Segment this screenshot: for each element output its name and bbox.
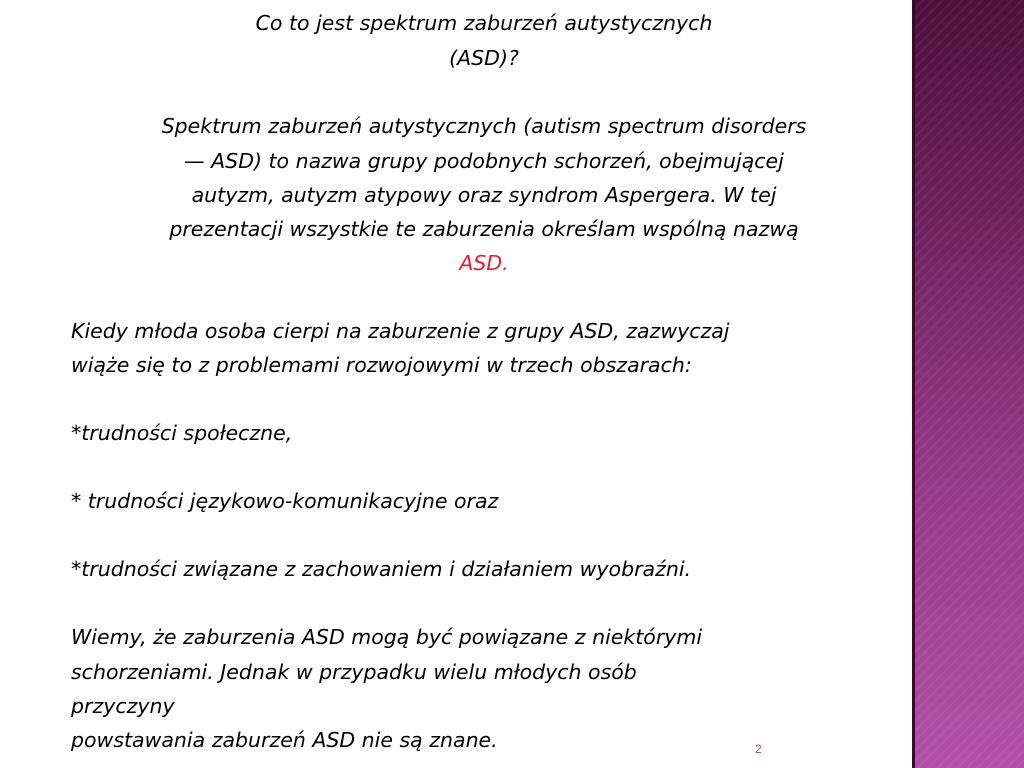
decorative-sidebar: [912, 0, 1024, 768]
definition-line-2: — ASD) to nazwa grupy podobnych schorzeń, obejmującej: [184, 149, 784, 173]
closing-line-3: przyczyny: [71, 694, 175, 718]
intro-line-1: Kiedy młoda osoba cierpi na zaburzenie z grupy ASD, zazwyczaj: [71, 319, 730, 343]
slide-title-line-2: (ASD)?: [449, 46, 519, 70]
slide-title-line-1: Co to jest spektrum zaburzeń autystycznych: [255, 11, 713, 35]
sidebar-stripe-pattern: [912, 0, 1024, 768]
definition-line-1: Spektrum zaburzeń autystycznych (autism spectrum disorders: [161, 114, 807, 138]
bullet-behaviour: *trudności związane z zachowaniem i działaniem wyobraźni.: [71, 557, 692, 581]
intro-line-2: wiąże się to z problemami rozwojowymi w trzech obszarach:: [71, 353, 692, 377]
sidebar-edge-line: [912, 0, 915, 768]
bullet-social: *trudności społeczne,: [71, 421, 293, 445]
definition-line-4: prezentacji wszystkie te zaburzenia określam wspólną nazwą: [169, 217, 799, 241]
closing-line-2: schorzeniami. Jednak w przypadku wielu młodych osób: [71, 660, 637, 684]
page-number: 2: [755, 742, 762, 756]
definition-highlight-asd: ASD.: [459, 251, 509, 275]
definition-line-3: autyzm, autyzm atypowy oraz syndrom Aspergera. W tej: [191, 183, 777, 207]
closing-line-4: powstawania zaburzeń ASD nie są znane.: [71, 728, 498, 752]
closing-line-1: Wiemy, że zaburzenia ASD mogą być powiązane z niektórymi: [71, 625, 703, 649]
bullet-language: * trudności językowo-komunikacyjne oraz: [71, 489, 499, 513]
